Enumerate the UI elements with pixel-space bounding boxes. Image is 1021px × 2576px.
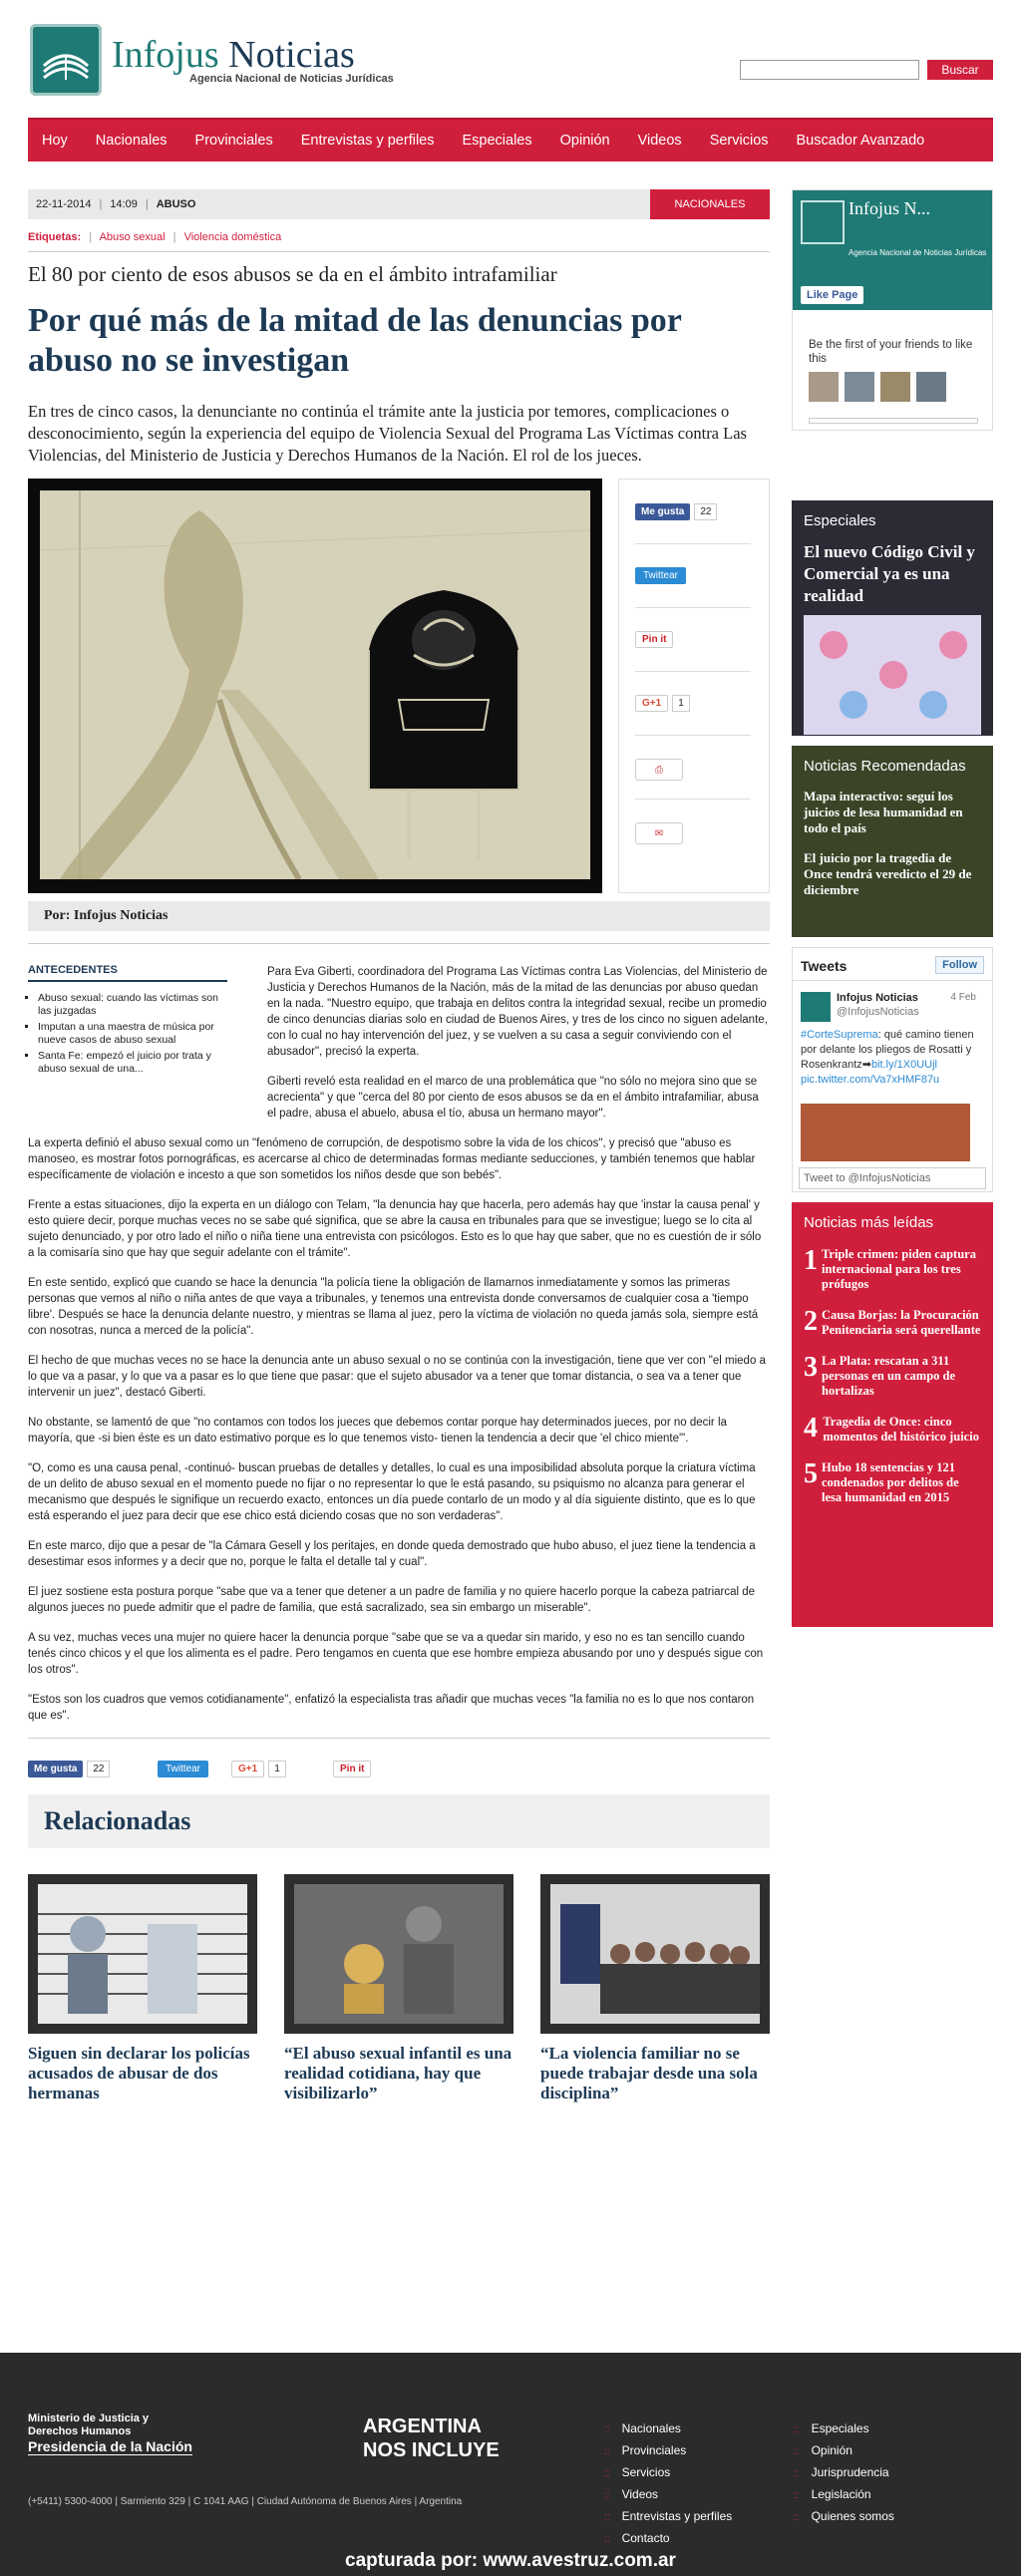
tweet-button[interactable]: Twittear — [635, 567, 686, 584]
paragraph: A su vez, muchas veces una mujer no quiere hacer la denuncia porque "sabe que se va a quedar sin marido, y eso no es tan sencillo cuando tenés cinco chicos y el que los alimenta es el padre. Pero tengamos en cuenta que ese hombre empieza abusando por uno y después sigue con los otros". — [28, 1632, 764, 1676]
related-grid — [28, 1874, 770, 2123]
paragraph: "Estos son los cuadros que vemos cotidianamente", enfatizó la especialista tras añadir que muchas veces "la familia no es lo que nos contaron que es". — [28, 1694, 755, 1722]
tweet-to-input[interactable]: Tweet to @InfojusNoticias — [799, 1167, 986, 1189]
especiales-image[interactable] — [804, 615, 981, 735]
mas-leida-title[interactable]: La Plata: rescatan a 311 personas en un campo de hortalizas — [822, 1354, 956, 1398]
facebook-like-button[interactable]: Me gusta — [28, 1761, 83, 1777]
mas-leida-item[interactable] — [804, 1247, 981, 1292]
footer-link[interactable]: :: Especiales — [794, 2418, 894, 2440]
divider — [28, 943, 770, 944]
paragraph: Para Eva Giberti, coordinadora del Programa Las Víctimas contra Las Violencias, del Ministerio de Justicia y Derechos Humanos de la Nación, más de la mitad de las denuncias por abuso quedan en la nada. "Nuestro equipo, que trabaja en delitos contra la integridad sexual, recibe un promedio de cinco denuncias diarias solo en ciudad de Buenos Aires, y tres de los cinco no siguen adelante, con lo cual no hay intervención del juez, y se vuelven a su casa a seguir conviviendo con el abusador", precisó la experta. — [267, 966, 768, 1058]
paragraph: En este marco, dijo que a pesar de "la Cámara Gesell y los peritajes, en donde queda demostrado que hubo abuso, el juez tiene la tendencia a desestimar esos informes y a decir que no, porque le falta el detalle tal y cual". — [28, 1540, 756, 1568]
paragraph: En este sentido, explicó que cuando se hace la denuncia "la policía tiene la obligación de llamarnos inmediatamente y somos las primeras personas que vemos al niño o niña antes de que vaya a tribunales, y tenemos una entrevista donde conversamos de cualquier cosa a 'tiempo libre'. Después se hace la denuncia delante nuestro, y mientras se llama al juez, pero la víctima de violación no queda jamás sola, siempre está con nosotras, nunca a merced de la policía". — [28, 1277, 759, 1337]
article-date: 22-11-2014 — [36, 198, 92, 210]
especiales-widget — [792, 500, 993, 736]
mas-leida-item[interactable] — [804, 1354, 981, 1399]
especiales-headline[interactable]: El nuevo Código Civil y Comercial ya es una realidad — [804, 542, 975, 605]
antecedente-link[interactable]: ▪ Imputan a una maestra de música por nueve casos de abuso sexual — [38, 1021, 227, 1047]
paragraph: La experta definió el abuso sexual como un "fenómeno de corrupción, de despotismo sobre la vida de los chicos", y precisó que "abuso es manoseo, es mostrar fotos pornográficas, es acercarse al chico de determinadas formas mediante seducciones, y también tenemos que hablar específicamente de violación e incesto a que son sometidos los niños desde que son bebés". — [28, 1137, 756, 1181]
nav-item[interactable]: Opinión — [559, 133, 610, 149]
tweet-avatar[interactable] — [801, 992, 831, 1022]
antecedente-link[interactable]: ▪ Abuso sexual: cuando las víctimas son las juzgadas — [38, 992, 227, 1018]
article-tags: Etiquetas: | Abuso sexual | Violencia doméstica — [28, 231, 282, 243]
paragraph: No obstante, se lamentó de que "no contamos con todos los jueces que debemos contar porque hay determinados jueces, por no decir la mayoría, que -si bien éste es un dato estimativo porque es lo que tenemos visto- tienen la tendencia a decir que 'el chico miente'". — [28, 1417, 727, 1445]
facebook-like-page-button[interactable]: Like Page — [801, 286, 863, 304]
email-button[interactable] — [635, 822, 683, 844]
antecedentes-title: ANTECEDENTES — [28, 964, 227, 982]
facebook-like[interactable] — [635, 503, 717, 520]
mas-leida-title[interactable]: Causa Borjas: la Procuración Penitenciaria será querellante — [822, 1308, 981, 1337]
pinterest-share[interactable] — [635, 631, 673, 648]
site-header — [0, 0, 1021, 118]
logo-subtitle: Agencia Nacional de Noticias Jurídicas — [189, 73, 394, 85]
facebook-page-subtitle: Agencia Nacional de Noticias Jurídicas — [849, 248, 987, 257]
tweets-title: Tweets — [801, 958, 848, 974]
recomendada-link[interactable]: Mapa interactivo: seguí los juicios de lesa humanidad en todo el país — [804, 789, 963, 835]
tweet-author-name[interactable]: Infojus Noticias — [837, 992, 918, 1004]
footer-link[interactable]: :: Legislación — [794, 2484, 894, 2506]
envelope-icon: ✉ — [635, 822, 683, 844]
tweet-image[interactable] — [801, 1104, 970, 1161]
facebook-scrollbar[interactable] — [809, 418, 978, 424]
print-icon: ⎙ — [635, 759, 683, 781]
avatar[interactable] — [845, 372, 874, 402]
main-nav — [28, 118, 993, 161]
paragraph: "O, como es una causa penal, -continuó- buscan pruebas de detalles y detalles, lo cual es una imposibilidad absoluta porque la criatura víctima de un delito de abuso sexual en el momento puede no fijar o no representar lo que le está pasando, su psiquismo no alcanza para generar el mecanismo que después le signifique un recuerdo exacto, entonces un día puede contarlo de un modo y al día siguiente distinto, que es lo que está esperando el juez para decir que ese chico está diciendo cosas que no son verdaderas". — [28, 1462, 756, 1522]
book-logo-icon — [30, 24, 102, 96]
twitter-share[interactable] — [635, 567, 686, 584]
mas-leida-number: 3 — [804, 1352, 818, 1383]
sidebar — [792, 189, 993, 1627]
article-illustration — [28, 479, 602, 893]
footer-argentina-logo: ARGENTINA NOS INCLUYE — [363, 2415, 500, 2461]
related-item[interactable] — [284, 1874, 513, 2103]
google-plus-count: 1 — [672, 695, 690, 712]
site-footer — [0, 2353, 1021, 2576]
avatar[interactable] — [880, 372, 910, 402]
share-panel — [618, 479, 770, 893]
google-plus-button[interactable]: G+1 — [231, 1761, 264, 1777]
twitter-follow-button[interactable]: Follow — [935, 956, 984, 974]
paragraph: Giberti reveló esta realidad en el marco de una problemática que "no sólo no mejora sino que se acrecienta" y que "cerca del 80 por ciento de esos abusos se da en el ámbito intrafamiliar, abusa el padre, abusa el abuelo, abusa el tío, abusa un hermano mayor". — [267, 1076, 759, 1120]
article-meta-bar: 22-11-2014 | 14:09 | ABUSO NACIONALES — [28, 189, 770, 219]
especiales-title: Especiales — [804, 512, 876, 529]
footer-link[interactable]: :: Opinión — [794, 2440, 894, 2462]
share-bar-bottom — [28, 1753, 770, 1774]
tag-link[interactable]: Abuso sexual — [99, 231, 166, 243]
paragraph: El hecho de que muchas veces no se hace la denuncia ante un abuso sexual o no se continúa con la investigación, tiene que ver con "el miedo a lo que va a pasar, y lo que va a pasar es lo que tiene que pasar: que el sujeto abusador va a tener que tomar distancia, o sea va a tener que intervenir un juez", destacó Giberti. — [28, 1355, 766, 1399]
footer-address: (+5411) 5300-4000 | Sarmiento 329 | C 1041 AAG | Ciudad Autónoma de Buenos Aires | Argentina — [28, 2496, 463, 2507]
facebook-friend-avatars — [809, 372, 952, 402]
paragraph: El juez sostiene esta postura porque "sabe que va a tener que detener a un padre de familia y no quiere hacerlo porque la cabeza patriarcal de algunos jueces no puede admitir que el padre de familia, que está sacralizado, sea sin embargo un miserable". — [28, 1586, 756, 1614]
footer-presidencia[interactable]: Presidencia de la Nación — [28, 2438, 192, 2454]
tweet-button[interactable]: Twittear — [158, 1761, 208, 1777]
article-byline: Por: Infojus Noticias — [28, 901, 770, 931]
nav-item[interactable]: Buscador Avanzado — [796, 133, 925, 149]
footer-link[interactable]: :: Nacionales — [604, 2418, 732, 2440]
site-logo[interactable] — [30, 24, 394, 96]
tags-label: Etiquetas: — [28, 231, 82, 243]
avatar[interactable] — [916, 372, 946, 402]
related-item[interactable] — [28, 1874, 257, 2103]
twitter-widget — [792, 947, 993, 1192]
footer-link[interactable]: :: Quienes somos — [794, 2506, 894, 2528]
related-thumbnail[interactable] — [284, 1874, 513, 2034]
mas-leida-item[interactable] — [804, 1460, 981, 1505]
mas-leida-number: 1 — [804, 1245, 818, 1276]
related-thumbnail[interactable] — [540, 1874, 770, 2034]
search-input[interactable] — [740, 60, 919, 80]
article-media — [28, 479, 770, 893]
footer-links-col2 — [794, 2418, 894, 2528]
article-time: 14:09 — [110, 198, 138, 210]
related-title[interactable]: “El abuso sexual infantil es una realidad cotidiana, hay que visibilizarlo” — [284, 2044, 512, 2102]
avatar[interactable] — [809, 372, 839, 402]
nav-item[interactable]: Provinciales — [194, 133, 273, 149]
related-title[interactable]: “La violencia familiar no se puede trabajar desde una sola disciplina” — [540, 2044, 758, 2102]
divider — [28, 251, 770, 252]
article-body — [28, 964, 770, 1724]
antecedentes-box — [28, 964, 227, 1079]
related-thumbnail[interactable] — [28, 1874, 257, 2034]
nav-item[interactable]: Entrevistas y perfiles — [300, 133, 435, 149]
nav-item[interactable]: Hoy — [42, 133, 68, 149]
nav-item[interactable]: Servicios — [709, 133, 769, 149]
article-kicker: El 80 por ciento de esos abusos se da en el ámbito intrafamiliar — [28, 262, 557, 286]
pin-it-button[interactable]: Pin it — [333, 1761, 371, 1777]
mas-leida-title[interactable]: Triple crimen: piden captura internacional para los tres prófugos — [822, 1247, 976, 1291]
footer-link[interactable]: :: Videos — [604, 2484, 732, 2506]
category-button[interactable]: NACIONALES — [650, 189, 770, 219]
search-button[interactable]: Buscar — [927, 60, 993, 80]
tweet-hashtag[interactable]: #CorteSuprema — [801, 1029, 878, 1041]
article-column — [28, 189, 770, 2123]
facebook-page-logo — [801, 200, 845, 244]
mas-leidas-title: Noticias más leídas — [804, 1214, 934, 1231]
mas-leida-title[interactable]: Tragedia de Once: cinco momentos del histórico juicio — [823, 1415, 979, 1444]
facebook-page-name[interactable]: Infojus N... — [849, 198, 930, 218]
tweet-text: #CorteSuprema: qué camino tienen por delante los pliegos de Rosatti y Rosenkrantz➡bit.ly/1X0UUjl pic.twitter.com/Va7xHMF87u — [801, 1029, 974, 1086]
facebook-like-button[interactable]: Me gusta — [635, 503, 690, 520]
related-item[interactable] — [540, 1874, 770, 2103]
search-form — [740, 60, 993, 80]
tweet-author-handle[interactable]: @InfojusNoticias — [837, 1006, 919, 1018]
tag-link[interactable]: Violencia doméstica — [183, 231, 282, 243]
footer-link[interactable]: :: Jurisprudencia — [794, 2462, 894, 2484]
article-title: Por qué más de la mitad de las denuncias por abuso no se investigan — [28, 302, 682, 379]
footer-ministerio[interactable]: Ministerio de Justicia y Derechos Humanos — [28, 2413, 150, 2437]
nav-item[interactable]: Nacionales — [95, 133, 168, 149]
footer-link[interactable]: :: Entrevistas y perfiles — [604, 2506, 732, 2528]
pin-it-button[interactable]: Pin it — [635, 631, 673, 648]
facebook-like-count: 22 — [87, 1761, 110, 1777]
print-button[interactable] — [635, 759, 683, 781]
pinterest-share[interactable] — [333, 1761, 371, 1777]
mas-leida-item[interactable] — [804, 1308, 981, 1338]
facebook-friends-text: Be the first of your friends to like this — [809, 339, 973, 365]
nav-item[interactable]: Videos — [637, 133, 682, 149]
logo-title: Infojus Noticias — [112, 34, 355, 76]
footer-link[interactable]: :: Servicios — [604, 2462, 732, 2484]
mas-leidas-widget — [792, 1202, 993, 1627]
google-plus-count: 1 — [268, 1761, 286, 1777]
recomendada-link[interactable]: El juicio por la tragedia de Once tendrá veredicto el 29 de diciembre — [804, 850, 972, 897]
footer-link[interactable]: :: Contacto — [604, 2528, 732, 2550]
google-plus-share[interactable] — [635, 695, 690, 712]
footer-links-col1 — [604, 2418, 732, 2550]
paragraph: Frente a estas situaciones, dijo la experta en un diálogo con Telam, "la denuncia hay que hacerla, pero además hay que 'instar la causa penal' y esto quiere decir, porque muchas veces no se sabe qué significa, que se abre la causa en tribunales para que se investigue; luego se lo cita al sujeto denunciado, y por otro lado el niño o niña tiene una entrevista con psicólogos. Esto es lo que hay que saber, que no es cuestión de ir sólo a la comisaría sino que hay que seguir adelante con el trámite". — [28, 1199, 762, 1259]
tweet-link[interactable]: bit.ly/1X0UUjl pic.twitter.com/Va7xHMF87u — [801, 1059, 940, 1086]
related-title[interactable]: Siguen sin declarar los policías acusados de abusar de dos hermanas — [28, 2044, 250, 2102]
google-plus-share[interactable] — [231, 1761, 286, 1777]
recomendadas-widget — [792, 746, 993, 937]
footer-link[interactable]: :: Provinciales — [604, 2440, 732, 2462]
article-lead: En tres de cinco casos, la denunciante no continúa el trámite ante la justicia por temores, complicaciones o desconocimiento, según la experiencia del equipo de Violencia Sexual del Programa Las Víctimas contra Las Violencias, del Ministerio de Justicia y Derechos Humanos de la Nación. El rol de los jueces. — [28, 402, 747, 465]
mas-leida-number: 2 — [804, 1306, 818, 1337]
antecedente-link[interactable]: ▪ Santa Fe: empezó el juicio por trata y abuso sexual de una... — [38, 1050, 227, 1076]
mas-leida-number: 4 — [804, 1413, 818, 1444]
facebook-cover[interactable] — [793, 190, 992, 310]
recomendadas-title: Noticias Recomendadas — [804, 758, 966, 775]
capture-watermark: capturada por: www.avestruz.com.ar — [345, 2550, 676, 2571]
facebook-like-count: 22 — [694, 503, 717, 520]
facebook-like[interactable] — [28, 1761, 110, 1777]
twitter-share[interactable] — [158, 1761, 208, 1777]
divider — [28, 1738, 770, 1739]
mas-leida-title[interactable]: Hubo 18 sentencias y 121 condenados por delitos de lesa humanidad en 2015 — [822, 1460, 959, 1504]
nav-item[interactable]: Especiales — [462, 133, 532, 149]
google-plus-button[interactable]: G+1 — [635, 695, 668, 712]
tweet-date[interactable]: 4 Feb — [950, 992, 976, 1003]
facebook-widget — [792, 189, 993, 431]
related-header: Relacionadas — [28, 1794, 770, 1848]
mas-leida-number: 5 — [804, 1458, 818, 1489]
mas-leida-item[interactable] — [804, 1415, 981, 1445]
article-section: ABUSO — [156, 198, 196, 210]
